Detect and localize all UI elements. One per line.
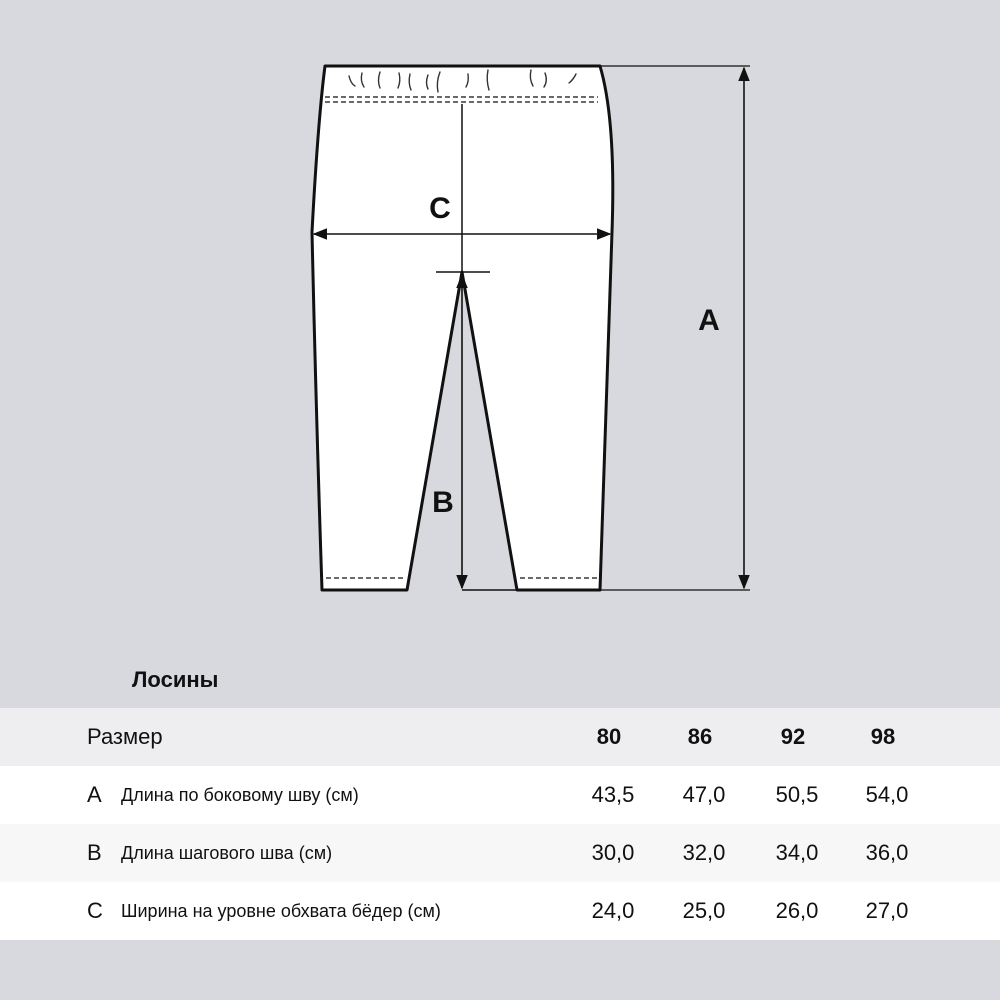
- measurement-value: 27,0: [865, 898, 909, 923]
- size-header: 80: [596, 724, 622, 749]
- table-row: [0, 824, 1000, 882]
- size-column-label: Размер: [87, 724, 163, 749]
- dimension-a-label: A: [698, 304, 720, 337]
- measurement-description: Ширина на уровне обхвата бёдер (см): [121, 900, 441, 921]
- measurement-letter: A: [87, 782, 102, 807]
- size-header: 92: [780, 724, 806, 749]
- measurement-value: 47,0: [682, 782, 726, 807]
- size-table: [0, 708, 1000, 940]
- measurement-value: 43,5: [591, 782, 635, 807]
- measurement-value: 50,5: [775, 782, 819, 807]
- table-row: [0, 882, 1000, 940]
- product-title: Лосины: [132, 667, 219, 692]
- measurement-value: 34,0: [775, 840, 819, 865]
- size-header: 98: [870, 724, 896, 749]
- table-header-row: [0, 708, 1000, 766]
- size-header: 86: [687, 724, 713, 749]
- measurement-value: 54,0: [865, 782, 909, 807]
- measurement-value: 26,0: [775, 898, 819, 923]
- measurement-value: 30,0: [591, 840, 635, 865]
- table-row: [0, 766, 1000, 824]
- measurement-description: Длина шагового шва (см): [121, 842, 333, 863]
- measurement-letter: C: [87, 898, 103, 923]
- measurement-letter: B: [87, 840, 102, 865]
- measurement-value: 36,0: [865, 840, 909, 865]
- dimension-b-label: B: [432, 486, 454, 519]
- dimension-c-label: C: [429, 192, 451, 225]
- measurement-description: Длина по боковому шву (см): [121, 784, 359, 805]
- measurement-value: 32,0: [682, 840, 726, 865]
- measurement-value: 25,0: [682, 898, 726, 923]
- measurement-value: 24,0: [591, 898, 635, 923]
